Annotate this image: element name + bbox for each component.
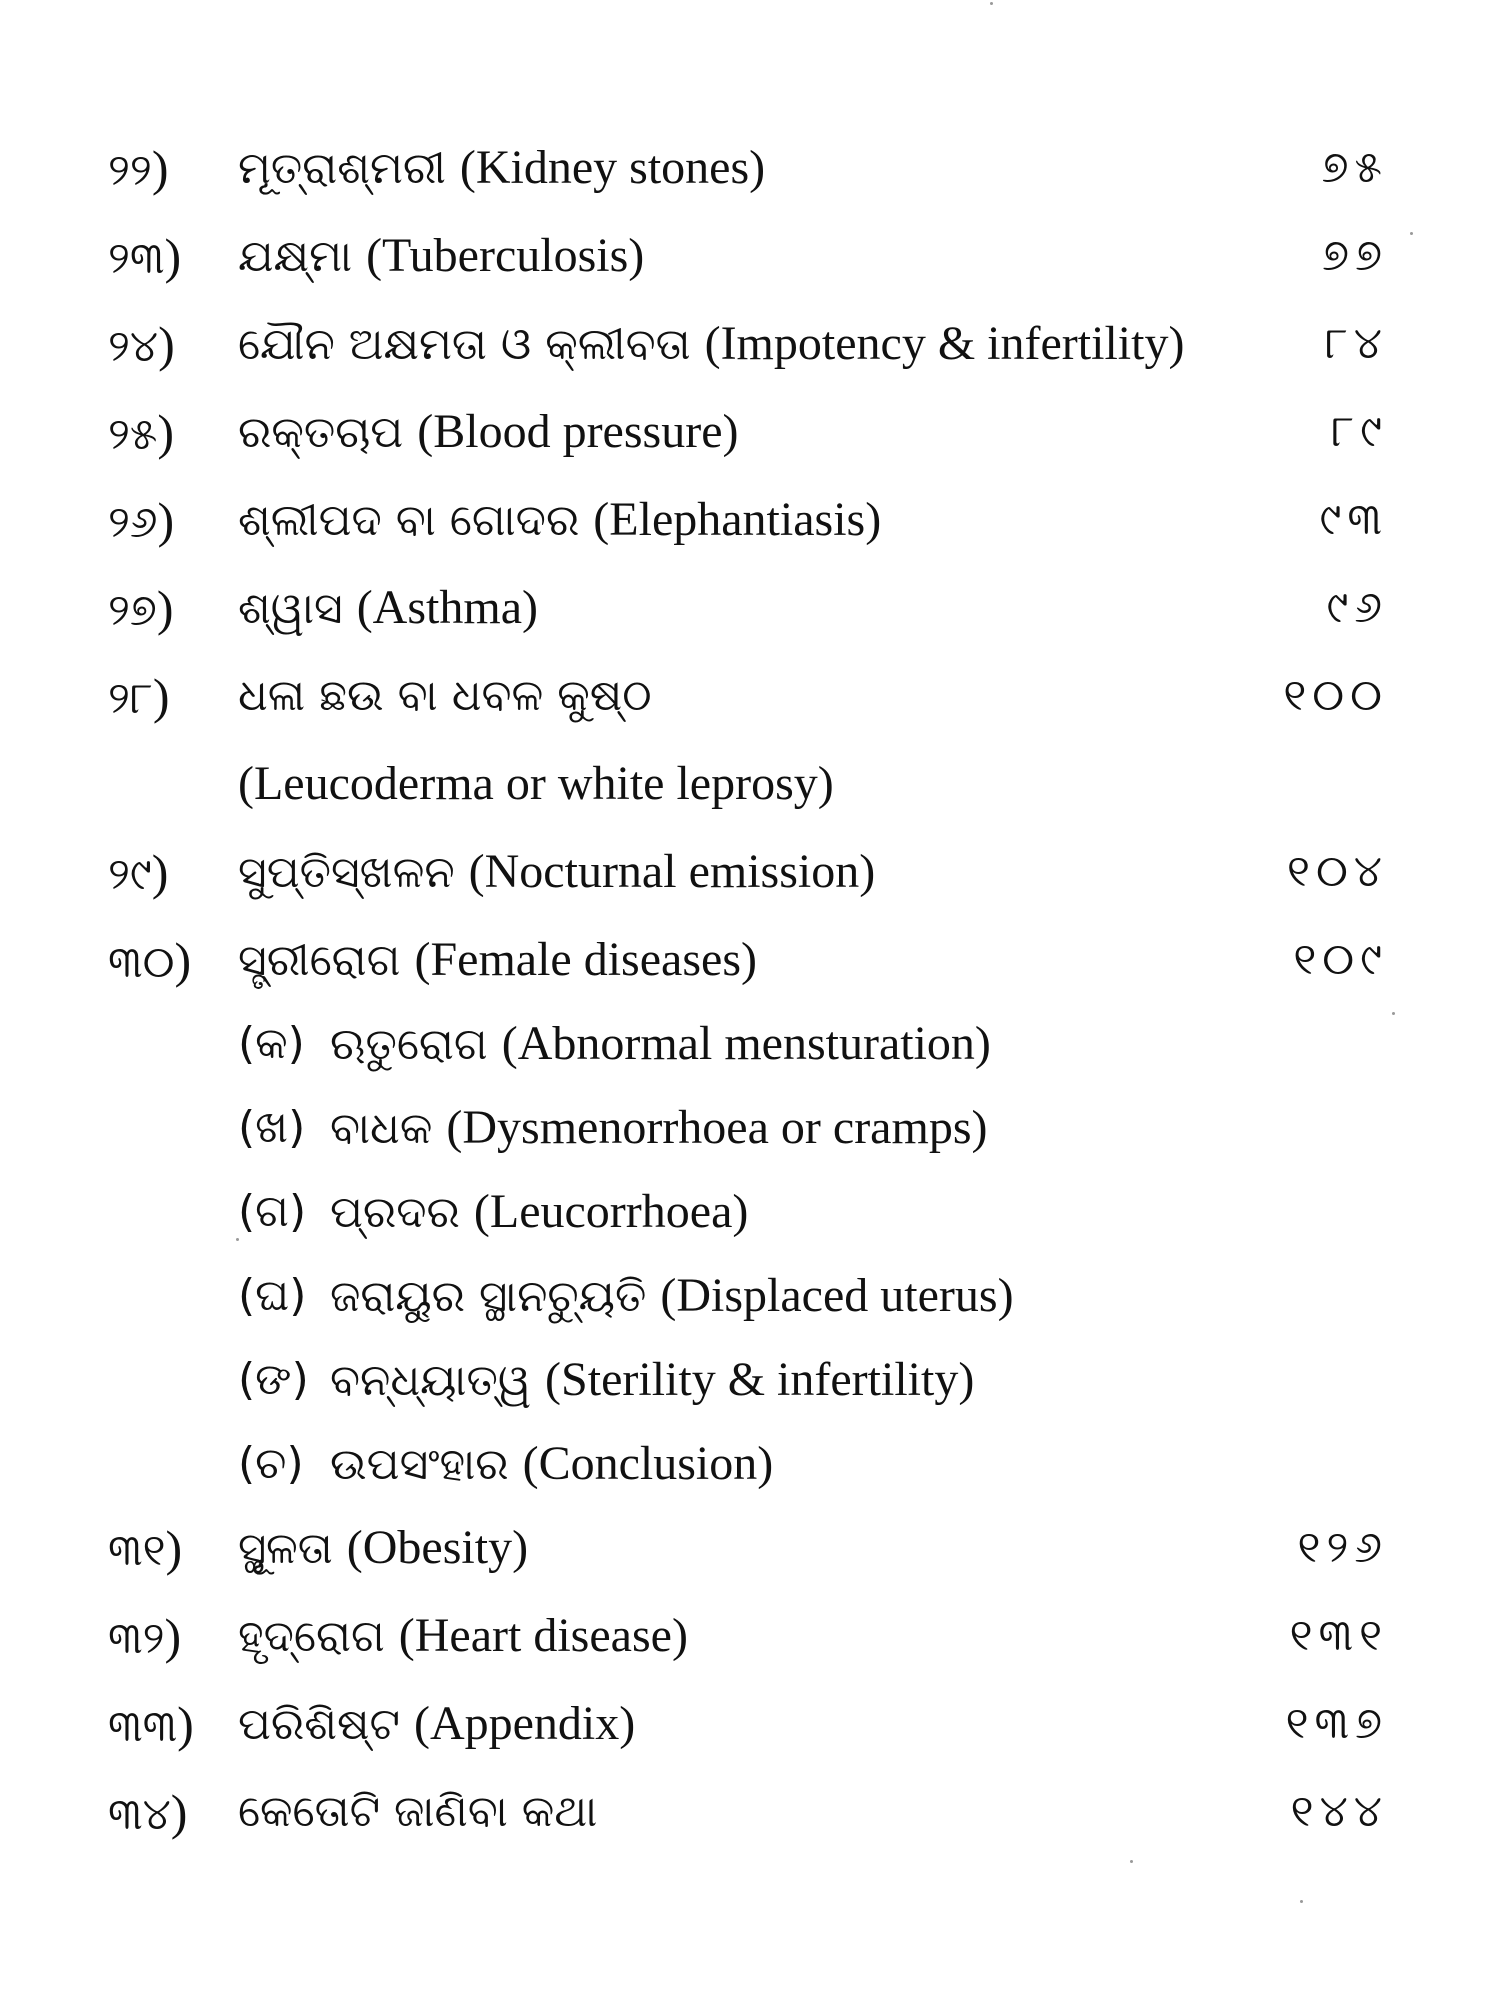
entry-number: ୨୬)	[108, 492, 175, 548]
entry-title: ସ୍ଥୂଳତା (Obesity)	[238, 1521, 529, 1574]
entry-title: ହୃଦ୍‌ରୋଗ (Heart disease)	[238, 1609, 688, 1662]
entry-number: ୨୫)	[108, 404, 175, 460]
subentry-label: (ଚ)	[238, 1438, 304, 1489]
scan-speck	[1130, 1860, 1133, 1863]
entry-page-number: ୯୩	[1319, 494, 1388, 545]
entry-title: ରକ୍ତଚାପ (Blood pressure)	[238, 405, 739, 458]
entry-page-number: ୧୦୯	[1293, 934, 1388, 985]
scan-speck	[990, 2, 993, 5]
toc-entry	[0, 128, 1500, 208]
toc-subentry	[0, 1088, 1500, 1168]
toc-entry	[0, 920, 1500, 1000]
entry-title: ଯକ୍ଷ୍ମା (Tuberculosis)	[238, 229, 645, 282]
toc-entry	[0, 304, 1500, 384]
toc-entry	[0, 656, 1500, 736]
entry-title: ସ୍ତ୍ରୀରୋଗ (Female diseases)	[238, 933, 757, 986]
entry-title: ସୁପ୍ତିସ୍ଖଳନ (Nocturnal emission)	[238, 845, 876, 898]
subentry-title: ଋତୁରୋଗ (Abnormal mensturation)	[330, 1017, 991, 1070]
entry-number: ୩୦)	[108, 932, 192, 988]
entry-number: ୨୨)	[108, 140, 169, 196]
entry-page-number: ୧୩୧	[1289, 1610, 1388, 1661]
entry-number: ୨୪)	[108, 316, 175, 372]
subentry-title: ବାଧକ (Dysmenorrhoea or cramps)	[330, 1101, 988, 1154]
entry-title: ମୂତ୍ରାଶ୍ମରୀ (Kidney stones)	[238, 141, 766, 194]
scan-speck	[1392, 1012, 1395, 1015]
toc-entry	[0, 392, 1500, 472]
toc-subentry	[0, 1004, 1500, 1084]
subentry-label: (ଙ)	[238, 1354, 309, 1405]
toc-entry	[0, 1508, 1500, 1588]
toc-entry	[0, 1684, 1500, 1764]
subentry-label: (ଗ)	[238, 1186, 307, 1237]
toc-entry-continuation	[0, 744, 1500, 824]
entry-title: ଶ୍ଲୀପଦ ବା ଗୋଦର (Elephantiasis)	[238, 493, 882, 546]
entry-title: ଧଳା ଛଉ ବା ଧବଳ କୁଷ୍ଠ	[238, 670, 652, 721]
entry-page-number: ୭୫	[1321, 142, 1388, 193]
subentry-title: ବନ୍ଧ୍ୟାତ୍ୱ (Sterility & infertility)	[330, 1353, 975, 1406]
entry-title: ଶ୍ୱାସ (Asthma)	[238, 581, 538, 634]
entry-page-number: ୧୦୪	[1287, 846, 1388, 897]
toc-entry	[0, 1596, 1500, 1676]
scan-speck	[1300, 1900, 1303, 1903]
entry-page-number: ୧୪୪	[1290, 1786, 1388, 1837]
subentry-label: (ଘ)	[238, 1270, 307, 1321]
entry-title: ପରିଶିଷ୍ଟ (Appendix)	[238, 1697, 636, 1750]
entry-title: ଯୌନ ଅକ୍ଷମତା ଓ କ୍ଲୀବତା (Impotency & infertility)	[238, 317, 1185, 370]
entry-page-number: ୮୯	[1331, 406, 1388, 457]
entry-title: କେତୋଟି ଜାଣିବା କଥା	[238, 1786, 598, 1837]
scan-speck	[1410, 232, 1413, 235]
toc-subentry	[0, 1172, 1500, 1252]
toc-subentry	[0, 1424, 1500, 1504]
entry-page-number: ୮୪	[1324, 318, 1388, 369]
toc-entry	[0, 1772, 1500, 1852]
entry-number: ୨୭)	[108, 580, 174, 636]
subentry-title: ଜରାୟୁର ସ୍ଥାନଚ୍ୟୁତି (Displaced uterus)	[330, 1269, 1014, 1322]
entry-number: ୩୩)	[108, 1696, 194, 1752]
toc-entry	[0, 568, 1500, 648]
subentry-title: ଉପସଂହାର (Conclusion)	[330, 1437, 774, 1490]
entry-number: ୩୪)	[108, 1784, 188, 1840]
entry-number: ୩୨)	[108, 1608, 182, 1664]
entry-number: ୨୮)	[108, 668, 170, 724]
scan-speck	[236, 1238, 239, 1241]
entry-number: ୩୧)	[108, 1520, 183, 1576]
toc-entry	[0, 480, 1500, 560]
subentry-label: (ଖ)	[238, 1102, 306, 1153]
entry-page-number: ୭୭	[1322, 230, 1388, 281]
entry-page-number: ୧୦୦	[1283, 670, 1388, 721]
entry-number: ୨୩)	[108, 228, 182, 284]
subentry-label: (କ)	[238, 1018, 305, 1069]
entry-page-number: ୯୬	[1326, 582, 1388, 633]
entry-page-number: ୧୨୬	[1297, 1522, 1388, 1573]
toc-entry	[0, 832, 1500, 912]
entry-page-number: ୧୩୭	[1285, 1698, 1388, 1749]
entry-number: ୨୯)	[108, 844, 169, 900]
entry-title-english: (Leucoderma or white leprosy)	[238, 757, 834, 810]
toc-entry	[0, 216, 1500, 296]
toc-subentry	[0, 1256, 1500, 1336]
toc-subentry	[0, 1340, 1500, 1420]
subentry-title: ପ୍ରଦର (Leucorrhoea)	[330, 1185, 749, 1238]
